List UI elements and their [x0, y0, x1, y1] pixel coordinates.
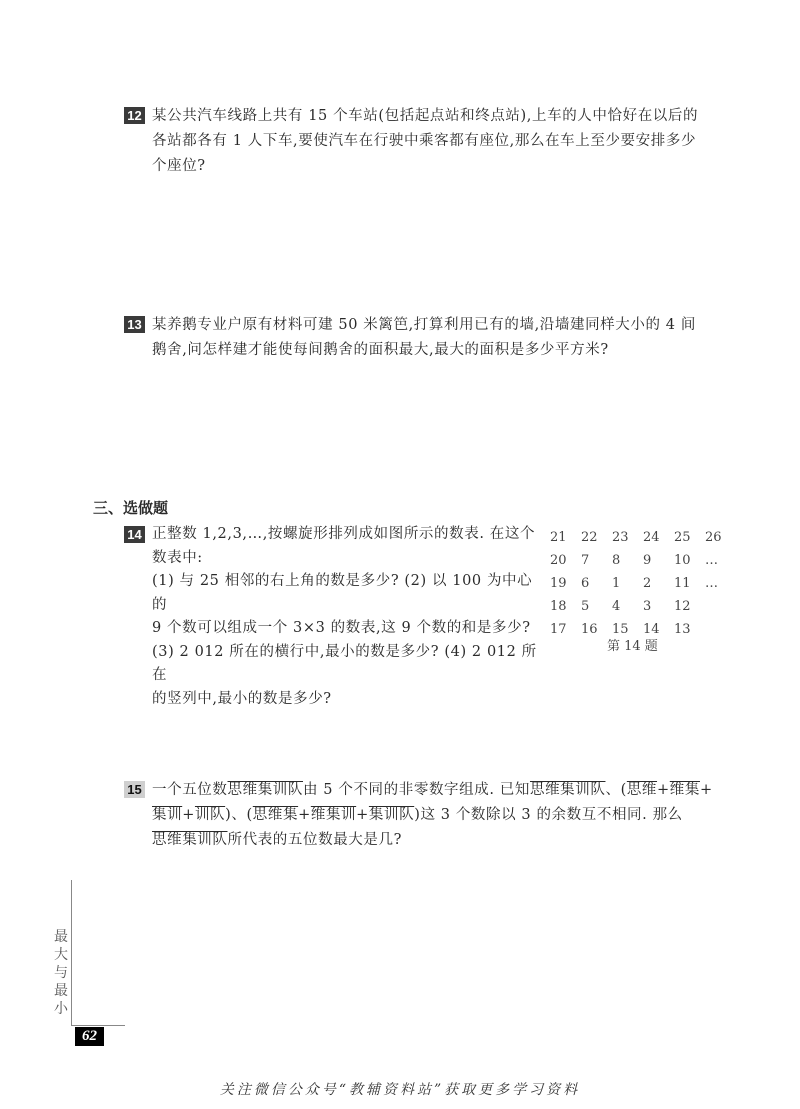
table-row [550, 572, 736, 595]
table-cell [705, 618, 736, 641]
question-text [152, 523, 544, 711]
table-cell: 7 [581, 553, 590, 568]
table-cell: 25 [674, 530, 691, 545]
table-cell: 5 [581, 599, 590, 614]
text-line: 各站都各有 1 人下车,要使汽车在行驶中乘客都有座位,那么在车上至少要安排多少 [152, 133, 697, 149]
table-cell: 9 [643, 553, 652, 568]
text-line: 的竖列中,最小的数是多少? [152, 690, 332, 707]
table-cell: 2 [643, 576, 652, 591]
table-cell: … [705, 553, 718, 568]
section-heading: 三、选做题 [93, 499, 169, 517]
table-cell: 18 [550, 599, 567, 614]
text-segment: 所代表的五位数最大是几? [227, 832, 402, 848]
question-number-badge: 13 [124, 316, 145, 333]
table-cell: 24 [643, 530, 660, 545]
question-15 [124, 778, 724, 853]
text-line [152, 778, 724, 803]
text-line: 某养鹅专业户原有材料可建 50 米篱笆,打算利用已有的墙,沿墙建同样大小的 4 间 [152, 317, 696, 333]
text-line: 正整数 1,2,3,…,按螺旋形排列成如图所示的数表. 在这个 [152, 526, 536, 542]
text-line: (1) 与 25 相邻的右上角的数是多少? (2) 以 100 为中心的 [152, 573, 533, 613]
page-number: 62 [75, 1027, 104, 1046]
spiral-number-table [550, 526, 736, 641]
text-segment: 由 5 个不同的非零数字组成. 已知 [303, 782, 530, 798]
table-cell: 11 [674, 576, 691, 591]
overlined-number: 集训 [152, 807, 183, 823]
table-cell [705, 595, 736, 618]
text-line: 某公共汽车线路上共有 15 个车站(包括起点站和终点站),上车的人中恰好在以后的 [152, 108, 699, 124]
table-cell: 26 [705, 530, 722, 545]
question-text [152, 778, 724, 853]
text-segment: + [356, 807, 369, 823]
question-text [152, 313, 724, 363]
overlined-number: 思维 [626, 782, 658, 798]
table-cell: 13 [674, 622, 691, 637]
text-line: 个座位? [152, 158, 206, 174]
margin-divider [71, 1025, 125, 1026]
table-cell: 14 [643, 622, 660, 637]
margin-divider [71, 880, 72, 1025]
overlined-number: 维集训 [310, 807, 357, 823]
text-line: 9 个数可以组成一个 3×3 的数表,这 9 个数的和是多少? [152, 620, 531, 636]
footer-watermark: 关注微信公众号“教辅资料站”获取更多学习资料 [219, 1082, 581, 1098]
table-row [550, 549, 736, 572]
table-cell: 1 [612, 576, 621, 591]
question-number-badge: 12 [124, 107, 145, 124]
text-line: 鹅舍,问怎样建才能使每间鹅舍的面积最大,最大的面积是多少平方米? [152, 342, 609, 358]
table-cell: 3 [643, 599, 652, 614]
text-segment: )、( [225, 807, 253, 823]
chapter-title: 最大与最小 [54, 929, 68, 1017]
table-cell: 21 [550, 530, 567, 545]
text-segment: 、( [605, 782, 627, 798]
overlined-number: 集训队 [368, 807, 415, 823]
table-cell: 15 [612, 622, 629, 637]
table-cell: 17 [550, 622, 567, 637]
overlined-number: 思维集训队 [227, 782, 303, 798]
table-cell: 22 [581, 530, 598, 545]
question-number-badge: 15 [124, 781, 145, 798]
text-segment: + [182, 807, 195, 823]
question-14 [124, 523, 544, 711]
overlined-number: 思维集训队 [529, 782, 606, 798]
text-segment: + [657, 782, 670, 798]
text-line: 数表中: [152, 549, 203, 566]
table-cell: 12 [674, 599, 691, 614]
text-segment: + [699, 782, 713, 798]
text-line: (3) 2 012 所在的横行中,最小的数是多少? (4) 2 012 所在 [152, 643, 537, 683]
question-13 [124, 313, 724, 363]
table-cell: 4 [612, 599, 621, 614]
overlined-number: 维集 [669, 782, 700, 798]
text-segment: + [298, 807, 311, 823]
table-cell: 20 [550, 553, 567, 568]
table-cell: 6 [581, 576, 590, 591]
figure-caption: 第 14 题 [607, 639, 658, 654]
overlined-number: 训队 [194, 807, 226, 823]
text-line [152, 803, 724, 828]
table-row [550, 526, 736, 549]
overlined-number: 思维集训队 [152, 832, 228, 848]
table-cell: … [705, 576, 718, 591]
question-text [152, 104, 724, 179]
text-segment: 一个五位数 [152, 782, 228, 798]
table-cell: 23 [612, 530, 629, 545]
text-line [152, 828, 724, 853]
table-cell: 19 [550, 576, 567, 591]
table-cell: 8 [612, 553, 621, 568]
overlined-number: 思维集 [252, 807, 299, 823]
question-12 [124, 104, 724, 179]
table-cell: 16 [581, 622, 598, 637]
question-number-badge: 14 [124, 526, 145, 543]
table-cell: 10 [674, 553, 691, 568]
text-segment: )这 3 个数除以 3 的余数互不相同. 那么 [414, 807, 683, 823]
table-row [550, 595, 736, 618]
